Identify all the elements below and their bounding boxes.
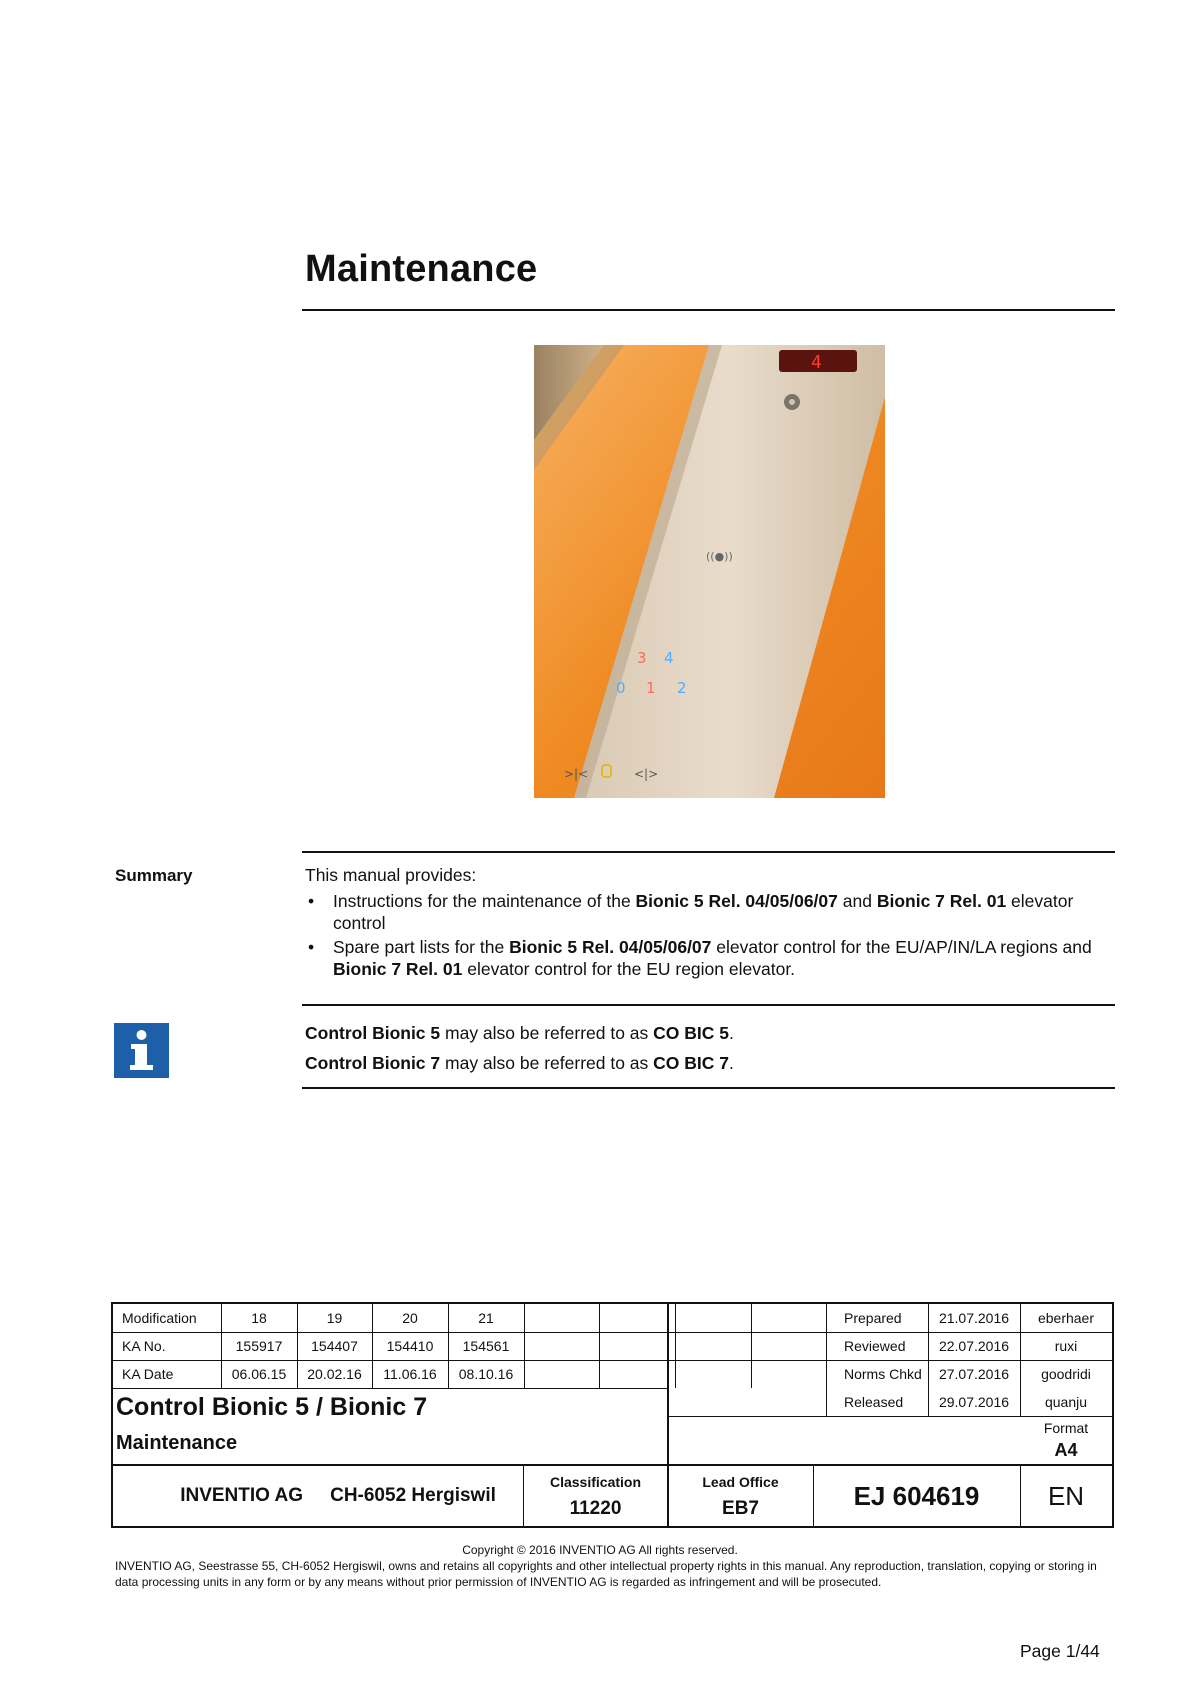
page-number: Page 1/44	[1020, 1641, 1100, 1661]
approval-date: 21.07.2016	[938, 1310, 1010, 1326]
summary-item: • Spare part lists for the Bionic 5 Rel. 04/05/06/07 elevator control for the EU/AP/IN/LA regions and Bionic 7 Rel. 01 elevator control for the EU region elevator.	[308, 937, 1092, 979]
approval-date: 22.07.2016	[938, 1338, 1010, 1354]
row-label-ka-no: KA No.	[122, 1338, 166, 1354]
modification-value: 19	[326, 1310, 343, 1326]
bullet: •	[308, 891, 315, 911]
door-open-icon: <|>	[634, 767, 659, 781]
row-label-modification: Modification	[122, 1310, 197, 1326]
approval-role: Prepared	[844, 1310, 902, 1326]
classification-label: Classification	[549, 1474, 642, 1490]
floor-display-digit: 4	[811, 352, 822, 373]
ka-date-value: 06.06.15	[231, 1366, 287, 1382]
copyright-notice: INVENTIO AG, Seestrasse 55, CH-6052 Hergiswil, owns and retains all copyrights and other intellectual property rights in this manual. Any reproduction, translation, copying or storing in data processing units in any form or by any means without prior permission of INVENTIO AG is regarded as infringement and will be prosecuted.	[115, 1559, 1097, 1589]
approval-role: Released	[844, 1394, 904, 1410]
ka-date-value: 20.02.16	[307, 1366, 362, 1382]
approval-name: eberhaer	[1037, 1310, 1095, 1326]
ka-date-value: 11.06.16	[383, 1366, 437, 1382]
document-subtitle: Maintenance	[116, 1431, 238, 1454]
format-label: Format	[1043, 1420, 1089, 1436]
modification-value: 20	[402, 1310, 418, 1326]
approval-role: Reviewed	[844, 1338, 906, 1354]
info-icon	[114, 1023, 169, 1078]
summary-block	[305, 864, 1115, 982]
info-line: Control Bionic 5 may also be referred to as CO BIC 5.	[305, 1023, 734, 1043]
copyright-heading: Copyright © 2016 INVENTIO AG All rights reserved.	[462, 1543, 738, 1557]
row-label-ka-date: KA Date	[122, 1366, 174, 1382]
lead-office-label: Lead Office	[702, 1474, 779, 1490]
approval-date: 27.07.2016	[938, 1366, 1010, 1382]
ka-number-value: 154410	[386, 1338, 434, 1354]
rfid-reader-icon: ((●))	[706, 550, 733, 563]
company-name: INVENTIO AG	[180, 1485, 303, 1506]
approval-date: 29.07.2016	[938, 1394, 1010, 1410]
ka-number-value: 155917	[235, 1338, 283, 1354]
approval-name: goodridi	[1041, 1366, 1091, 1382]
page-title: Maintenance	[305, 248, 538, 290]
company-location: CH-6052 Hergiswil	[330, 1485, 496, 1506]
ka-number-value: 154561	[462, 1338, 510, 1354]
approval-name: ruxi	[1054, 1338, 1078, 1354]
modification-value: 18	[251, 1310, 267, 1326]
classification-value: 11220	[569, 1498, 622, 1519]
document-language: EN	[1047, 1480, 1085, 1511]
floor-button-2: 2	[677, 679, 687, 697]
floor-button-0: 0	[616, 679, 626, 697]
document-metadata-table	[111, 1302, 1114, 1528]
bullet: •	[308, 937, 315, 957]
modification-value: 21	[478, 1310, 494, 1326]
info-line: Control Bionic 7 may also be referred to as CO BIC 7.	[305, 1053, 734, 1073]
info-note	[305, 1018, 1115, 1078]
document-title: Control Bionic 5 / Bionic 7	[116, 1392, 428, 1421]
summary-intro: This manual provides:	[305, 865, 477, 885]
ka-date-value: 08.10.16	[458, 1366, 514, 1382]
lead-office-value: EB7	[722, 1498, 759, 1519]
summary-rule-top	[302, 851, 1115, 853]
ka-number-value: 154407	[311, 1338, 358, 1354]
floor-button-3: 3	[637, 649, 647, 667]
approval-name: quanju	[1044, 1394, 1088, 1410]
door-close-icon: >|<	[564, 767, 589, 781]
title-rule	[302, 309, 1115, 311]
summary-label: Summary	[115, 866, 193, 885]
floor-button-1: 1	[646, 679, 656, 697]
info-rule-bottom	[302, 1087, 1115, 1089]
floor-button-4: 4	[664, 649, 674, 667]
document-number: EJ 604619	[853, 1480, 980, 1511]
elevator-panel-photo	[534, 345, 885, 798]
summary-rule-bottom	[302, 1004, 1115, 1006]
summary-item: • Instructions for the maintenance of the Bionic 5 Rel. 04/05/06/07 and Bionic 7 Rel. 01 elevator control	[308, 891, 1074, 933]
format-value: A4	[1054, 1439, 1078, 1460]
approval-role: Norms Chkd	[844, 1366, 922, 1382]
